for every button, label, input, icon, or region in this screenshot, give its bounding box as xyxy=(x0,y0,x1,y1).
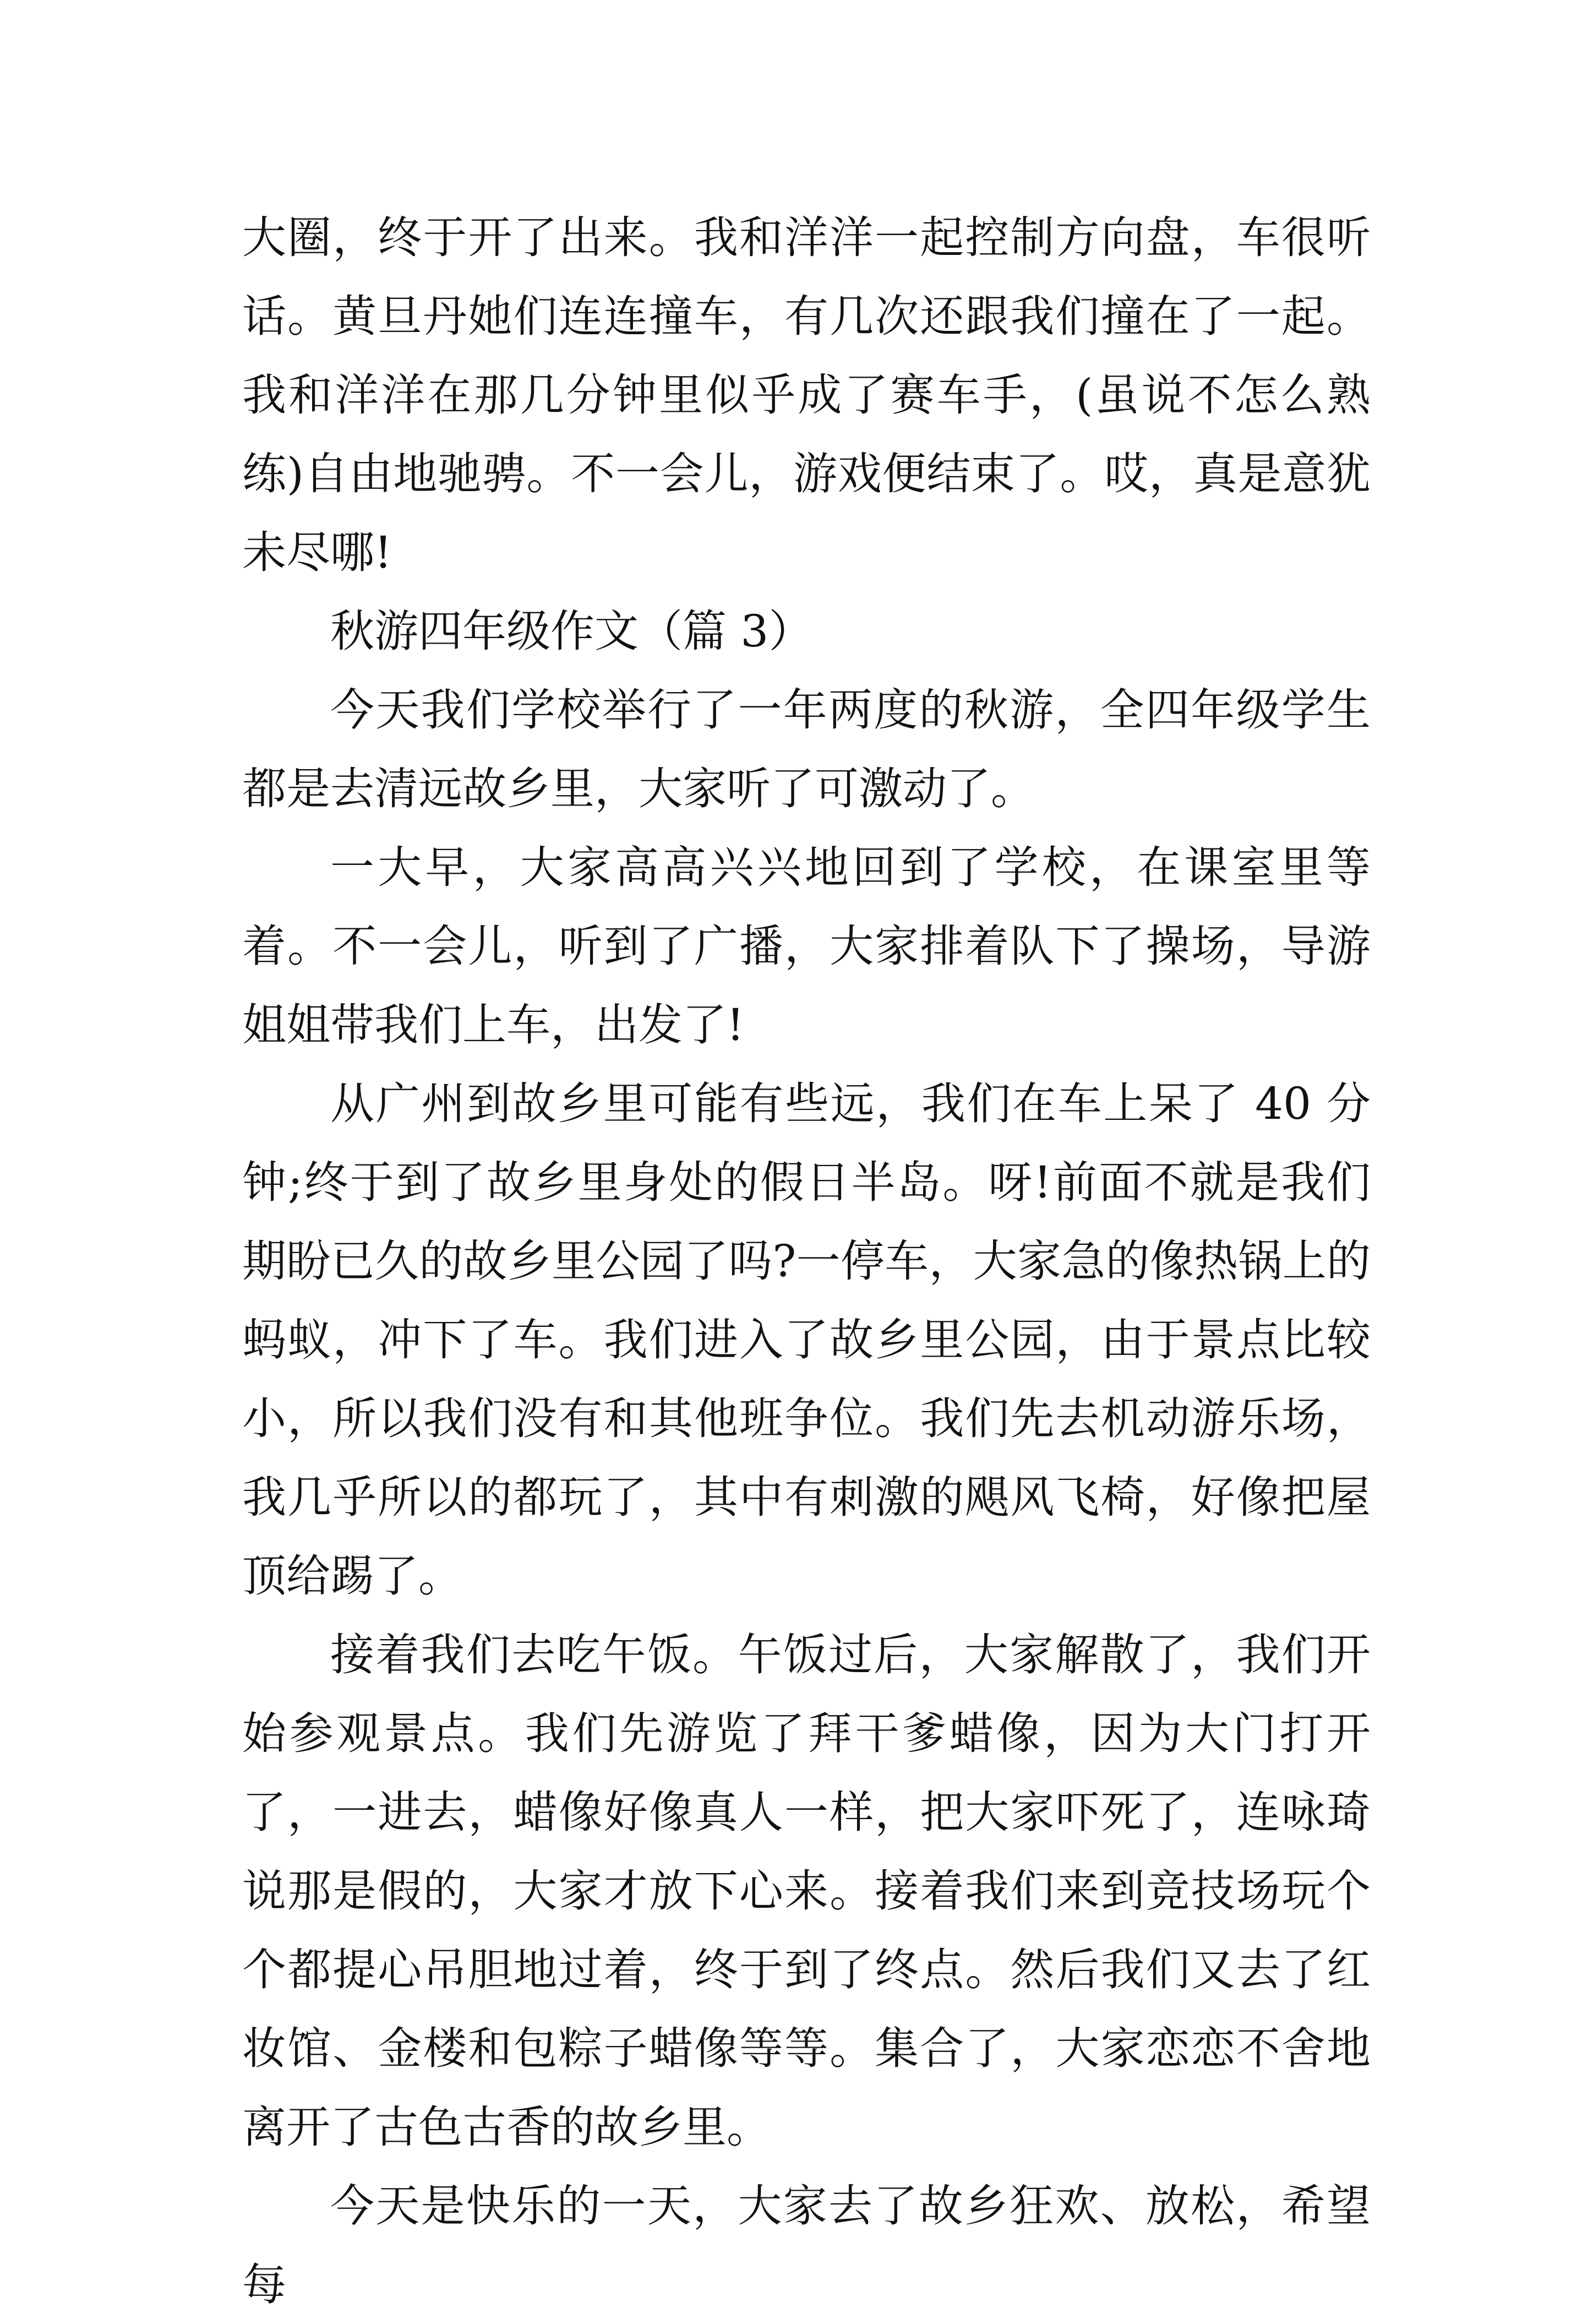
paragraph: 一大早，大家高高兴兴地回到了学校，在课室里等着。不一会儿，听到了广播，大家排着队下了操场，导游姐姐带我们上车，出发了! xyxy=(242,842,1371,1051)
paragraph: 接着我们去吃午饭。午饭过后，大家解散了，我们开始参观景点。我们先游览了拜干爹蜡像，因为大门打开了，一进去，蜡像好像真人一样，把大家吓死了，连咏琦说那是假的，大家才放下心来。接着我们来到竞技场玩个个都提心吊胆地过着，终于到了终点。然后我们又去了红妆馆、金楼和包粽子蜡像等等。集合了，大家恋恋不舍地离开了古色古香的故乡里。 xyxy=(242,1629,1371,2153)
paragraph-continuation: 大圈，终于开了出来。我和洋洋一起控制方向盘，车很听话。黄旦丹她们连连撞车，有几次还跟我们撞在了一起。我和洋洋在那几分钟里似乎成了赛车手，(虽说不怎么熟练)自由地驰骋。不一会儿，游戏便结束了。哎，真是意犹未尽哪! xyxy=(242,212,1371,578)
paragraph: 从广州到故乡里可能有些远，我们在车上呆了 40 分钟;终于到了故乡里身处的假日半岛。呀!前面不就是我们期盼已久的故乡里公园了吗?一停车，大家急的像热锅上的蚂蚁，冲下了车。我们进入了故乡里公园，由于景点比较小，所以我们没有和其他班争位。我们先去机动游乐场，我几乎所以的都玩了，其中有刺激的飓风飞椅，好像把屋顶给踢了。 xyxy=(242,1078,1371,1602)
paragraph-partial: 今天是快乐的一天，大家去了故乡狂欢、放松，希望每 xyxy=(242,2180,1371,2310)
document-body xyxy=(242,198,1371,2324)
section-heading: 秋游四年级作文（篇 3） xyxy=(330,606,813,657)
paragraph: 今天我们学校举行了一年两度的秋游，全四年级学生都是去清远故乡里，大家听了可激动了。 xyxy=(242,684,1371,814)
